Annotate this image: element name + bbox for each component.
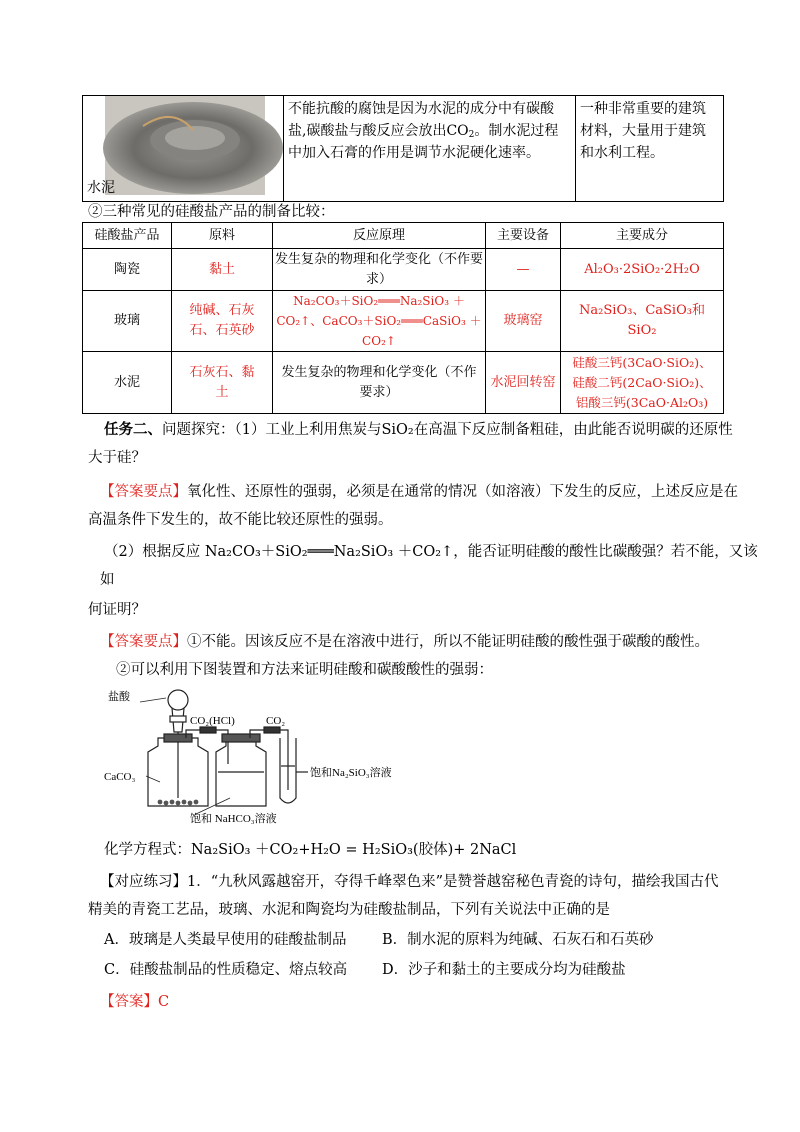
answer2: 【答案要点】①不能。因该反应不是在溶液中进行，所以不能证明硅酸的酸性强于碳酸的酸性。 [100, 634, 709, 650]
header-equipment: 主要设备 [486, 223, 561, 249]
table-row: 玻璃 纯碱、石灰石、石英砂 Na₂CO₃＋SiO₂═══Na₂SiO₃ ＋CO₂↑、CaCO₃＋SiO₂═══CaSiO₃ ＋CO₂↑ 玻璃窑 Na₂SiO₃、CaSiO₃和SiO₂ [83, 291, 724, 352]
section-intro: ②三种常见的硅酸盐产品的制备比较： [88, 204, 335, 220]
question2-cont: 如 [100, 572, 115, 588]
silicate-comparison-table [82, 222, 724, 414]
table-row: 陶瓷 黏土 发生复杂的物理和化学变化（不作要求） — Al₂O₃·2SiO₂·2H₂O [83, 249, 724, 291]
cement-description: 不能抗酸的腐蚀是因为水泥的成分中有碳酸盐,碳酸盐与酸反应会放出$CO_2$。制水泥过程中加入石膏的作用是调节水泥硬化速率。 [284, 96, 576, 202]
exercise-question: 【对应练习】1．“九秋风露越窑开，夺得千峰翠色来”是赞誉越窑秘色青瓷的诗句，描绘我国古代 [100, 874, 719, 890]
answer1-cont: 高温条件下发生的，故不能比较还原性的强弱。 [88, 512, 393, 528]
task2-question1: 任务二、问题探究：（1）工业上利用焦炭与SiO₂在高温下反应制备粗硅，由此能否说明碳的还原性 [104, 421, 733, 438]
task2-question1-cont: 大于硅？ [88, 450, 146, 466]
header-composition: 主要成分 [561, 223, 724, 249]
apparatus-diagram [100, 686, 460, 826]
label-co2-hcl: CO₂(HCl) [190, 715, 235, 727]
table-row: 水泥 石灰石、黏土 发生复杂的物理和化学变化（不作要求） 水泥回转窑 硅酸三钙(3CaO·SiO₂)、硅酸二钙(2CaO·SiO₂)、铝酸三钙(3CaO·Al₂O₃) [83, 352, 724, 414]
cement-image-cell [83, 96, 284, 202]
header-raw: 原料 [172, 223, 273, 249]
header-principle: 反应原理 [273, 223, 486, 249]
answer1: 【答案要点】氧化性、还原性的强弱，必须是在通常的情况（如溶液）下发生的反应，上述反应是在 [100, 484, 738, 500]
chemical-equation: 化学方程式：Na₂SiO₃ ＋CO₂+H₂O = H₂SiO₃(胶体)+ 2NaCl [104, 842, 517, 858]
header-product: 硅酸盐产品 [83, 223, 172, 249]
answer2-cont: ②可以利用下图装置和方法来证明硅酸和碳酸酸性的强弱： [116, 662, 493, 678]
exercise-question-cont: 精美的青瓷工艺品，玻璃、水泥和陶瓷均为硅酸盐制品，下列有关说法中正确的是 [88, 902, 610, 918]
label-caco3: CaCO₃ [104, 771, 136, 783]
question2: （2）根据反应 Na₂CO₃＋SiO₂═══Na₂SiO₃ ＋CO₂↑，能否证明硅酸的酸性比碳酸强？若不能，又该 [104, 544, 758, 560]
cement-usage: 一种非常重要的建筑材料，大量用于建筑和水利工程。 [576, 96, 724, 202]
label-hcl: 盐酸 [108, 691, 130, 703]
option-d: D．沙子和黏土的主要成分均为硅酸盐 [382, 962, 626, 978]
option-c: C．硅酸盐制品的性质稳定、熔点较高 [104, 962, 348, 978]
label-co2: CO₂ [266, 715, 286, 727]
label-nahco3: 饱和 NaHCO₃溶液 [190, 813, 277, 825]
exercise-answer: 【答案】C [100, 994, 170, 1010]
option-b: B．制水泥的原料为纯碱、石灰石和石英砂 [382, 932, 654, 948]
question2-cont2: 何证明？ [88, 602, 146, 618]
cement-info-table [82, 95, 724, 202]
image-label: 水泥 [87, 180, 115, 196]
option-a: A．玻璃是人类最早使用的硅酸盐制品 [104, 932, 347, 948]
label-na2sio3: 饱和Na₂SiO₃溶液 [310, 767, 392, 779]
